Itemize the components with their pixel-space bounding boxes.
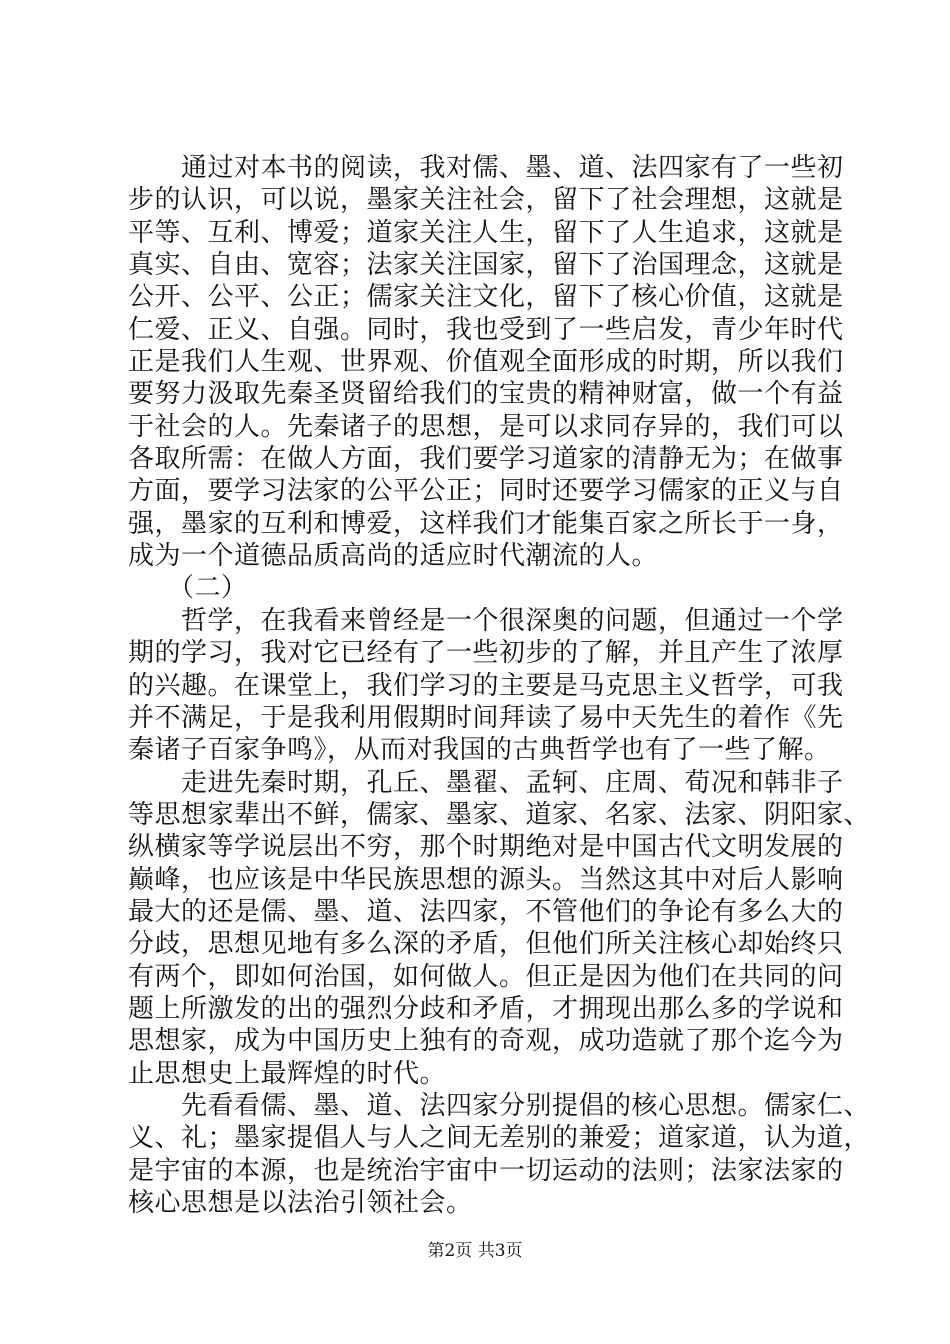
text-line: 义、礼；墨家提倡人与人之间无差别的兼爱；道家道，认为道，	[128, 1123, 871, 1154]
text-line: 哲学，在我看来曾经是一个很深奥的问题，但通过一个学	[128, 605, 844, 636]
text-line: 通过对本书的阅读，我对儒、墨、道、法四家有了一些初	[128, 153, 844, 183]
text-line: 仁爱、正义、自强。同时，我也受到了一些启发，青少年时代	[128, 314, 844, 345]
text-line: 成为一个道德品质高尚的适应时代潮流的人。	[128, 541, 659, 572]
text-line: 平等、互利、博爱；道家关注人生，留下了人生追求，这就是	[128, 217, 844, 248]
text-line: 强，墨家的互利和博爱，这样我们才能集百家之所长于一身，	[128, 508, 844, 539]
text-line: 的兴趣。在课堂上，我们学习的主要是马克思主义哲学，可我	[128, 670, 844, 701]
text-line: 最大的还是儒、墨、道、法四家，不管他们的争论有多么大的	[128, 896, 844, 927]
text-line: 是宇宙的本源，也是统治宇宙中一切运动的法则；法家法家的	[128, 1155, 844, 1186]
text-line: 各取所需：在做人方面，我们要学习道家的清静无为；在做事	[128, 444, 844, 475]
text-line: 分歧，思想见地有多么深的矛盾，但他们所关注核心却始终只	[128, 929, 844, 960]
body-text	[128, 152, 871, 1219]
text-line: 先看看儒、墨、道、法四家分别提倡的核心思想。儒家仁、	[128, 1090, 871, 1121]
text-line: 有两个，即如何治国，如何做人。但正是因为他们在共同的问	[128, 961, 844, 992]
text-line: 方面，要学习法家的公平公正；同时还要学习儒家的正义与自	[128, 476, 844, 507]
text-line: 期的学习，我对它已经有了一些初步的了解，并且产生了浓厚	[128, 638, 844, 669]
text-line: 步的认识，可以说，墨家关注社会，留下了社会理想，这就是	[128, 185, 844, 216]
text-line: 并不满足，于是我利用假期时间拜读了易中天先生的着作《先	[128, 702, 844, 733]
text-line: 思想家，成为中国历史上独有的奇观，成功造就了那个迄今为	[128, 1026, 844, 1057]
text-line: 等思想家辈出不鲜，儒家、墨家、道家、名家、法家、阴阳家、	[128, 799, 871, 830]
text-line: 核心思想是以法治引领社会。	[128, 1188, 473, 1218]
text-line: 正是我们人生观、世界观、价值观全面形成的时期，所以我们	[128, 347, 844, 378]
text-line: 巅峰，也应该是中华民族思想的源头。当然这其中对后人影响	[128, 864, 844, 895]
text-line: 走进先秦时期，孔丘、墨翟、孟轲、庄周、荀况和韩非子	[128, 767, 844, 798]
text-line: 公开、公平、公正；儒家关注文化，留下了核心价值，这就是	[128, 282, 844, 313]
text-line: 真实、自由、宽容；法家关注国家，留下了治国理念，这就是	[128, 250, 844, 281]
text-line: 秦诸子百家争鸣》，从而对我国的古典哲学也有了一些了解。	[128, 735, 831, 766]
text-line: 纵横家等学说层出不穷，那个时期绝对是中国古代文明发展的	[128, 832, 844, 863]
page-footer: 第2页 共3页	[427, 1241, 523, 1261]
text-line: 题上所激发的出的强烈分歧和矛盾，才拥现出那么多的学说和	[128, 993, 844, 1024]
text-line: 要努力汲取先秦圣贤留给我们的宝贵的精神财富，做一个有益	[128, 379, 844, 410]
text-line: 于社会的人。先秦诸子的思想，是可以求同存异的，我们可以	[128, 411, 844, 442]
text-line: （二）	[128, 573, 248, 604]
text-line: 止思想史上最辉煌的时代。	[128, 1058, 447, 1089]
